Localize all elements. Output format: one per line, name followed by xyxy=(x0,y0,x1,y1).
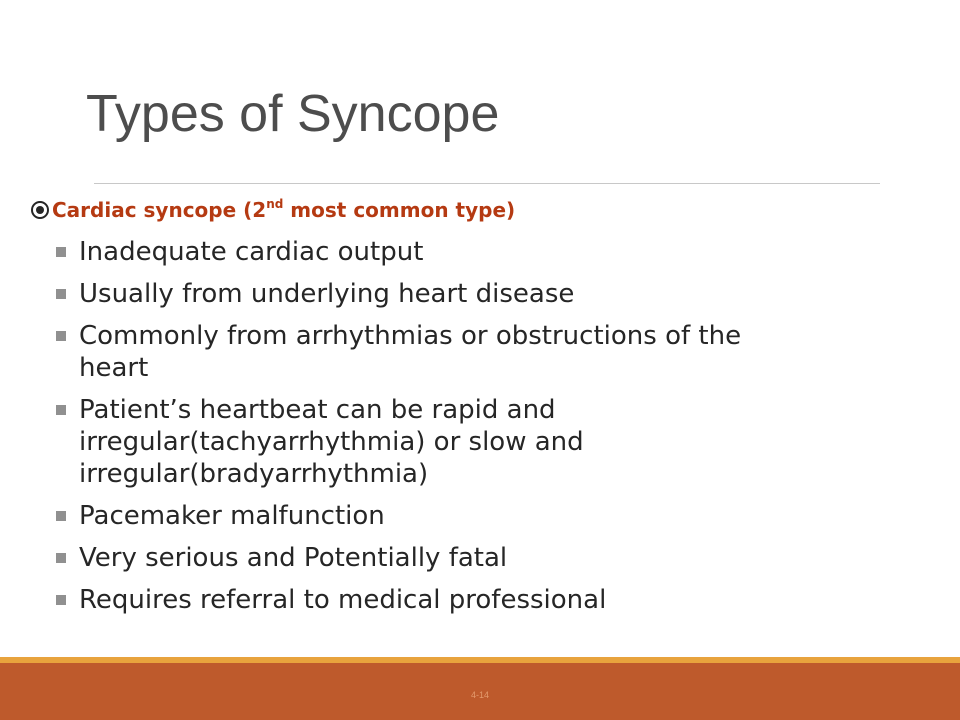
square-bullet-icon xyxy=(56,331,66,341)
sub-bullet-text: Inadequate cardiac output xyxy=(79,237,424,267)
sub-bullet xyxy=(54,584,814,616)
sub-bullet xyxy=(54,236,814,268)
main-bullet-text-after: most common type) xyxy=(283,198,516,222)
sub-bullet-text: Requires referral to medical professional xyxy=(79,585,607,615)
sub-bullet-text: Usually from underlying heart disease xyxy=(79,279,575,309)
main-bullet-text-before: Cardiac syncope (2 xyxy=(52,198,267,222)
sub-bullet-text: Pacemaker malfunction xyxy=(79,501,385,531)
sub-bullet-text: Commonly from arrhythmias or obstructions of the heart xyxy=(79,321,742,383)
sub-bullet xyxy=(54,320,814,384)
square-bullet-icon xyxy=(56,289,66,299)
sub-bullet xyxy=(54,394,814,490)
sub-bullet xyxy=(54,542,814,574)
page-number: 4-14 xyxy=(470,690,489,700)
sub-bullet-text: Patient’s heartbeat can be rapid and irregular(tachyarrhythmia) or slow and irregular(bradyarrhythmia) xyxy=(79,395,584,489)
square-bullet-icon xyxy=(56,553,66,563)
square-bullet-icon xyxy=(56,247,66,257)
sub-bullet-list xyxy=(54,236,814,626)
square-bullet-icon xyxy=(56,511,66,521)
slide-title: Types of Syncope xyxy=(86,85,500,143)
square-bullet-icon xyxy=(56,595,66,605)
main-bullet xyxy=(30,198,515,222)
circled-dot-bullet-icon xyxy=(30,200,50,220)
sub-bullet xyxy=(54,500,814,532)
main-bullet-superscript: nd xyxy=(266,197,284,211)
title-divider xyxy=(94,183,880,184)
sub-bullet-text: Very serious and Potentially fatal xyxy=(79,543,508,573)
sub-bullet xyxy=(54,278,814,310)
square-bullet-icon xyxy=(56,405,66,415)
